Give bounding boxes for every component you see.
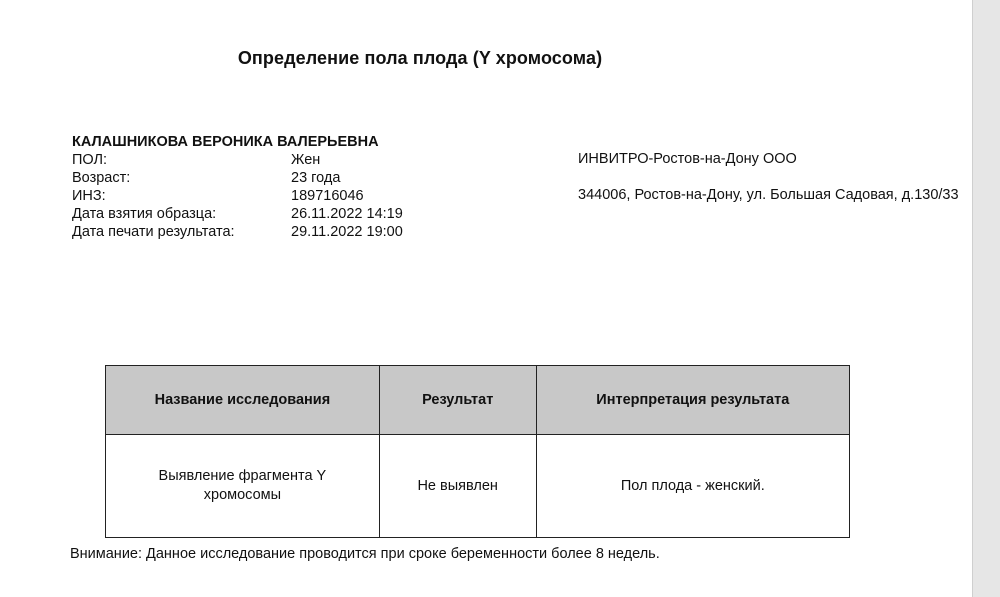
field-label: ИНЗ: <box>72 188 106 204</box>
patient-field-age <box>72 170 340 187</box>
test-name-text: Выявление фрагмента Y хромосомы <box>158 468 327 503</box>
patient-field-sex <box>72 152 320 169</box>
notice-text: Внимание: Данное исследование проводится при сроке беременности более 8 недель. <box>70 546 660 562</box>
column-header-test-name: Название исследования <box>106 366 380 435</box>
field-label: Дата печати результата: <box>72 224 235 240</box>
patient-name: КАЛАШНИКОВА ВЕРОНИКА ВАЛЕРЬЕВНА <box>72 134 379 150</box>
field-value: 29.11.2022 19:00 <box>291 224 403 240</box>
cell-interpretation: Пол плода - женский. <box>536 435 849 538</box>
document-title: Определение пола плода (Y хромосома) <box>237 48 603 68</box>
cell-test-name <box>106 435 380 538</box>
field-value: 23 года <box>291 170 341 186</box>
table-header-row <box>106 366 850 435</box>
table-row <box>106 435 850 538</box>
patient-field-inz <box>72 188 364 205</box>
field-value: 189716046 <box>291 188 364 204</box>
column-header-result: Результат <box>379 366 536 435</box>
field-value: 26.11.2022 14:19 <box>291 206 403 222</box>
organization-address: 344006, Ростов-на-Дону, ул. Большая Садовая, д.130/33 <box>578 187 959 203</box>
field-label: Дата взятия образца: <box>72 206 217 222</box>
field-label: ПОЛ: <box>72 152 108 168</box>
organization-name: ИНВИТРО-Ростов-на-Дону ООО <box>578 151 797 167</box>
field-label: Возраст: <box>72 170 131 186</box>
field-value: Жен <box>291 152 321 168</box>
patient-field-print-date <box>72 224 403 241</box>
column-header-interpretation: Интерпретация результата <box>536 366 849 435</box>
page-edge-divider <box>972 0 1000 597</box>
results-table <box>105 365 850 538</box>
cell-result: Не выявлен <box>379 435 536 538</box>
patient-field-sample-date <box>72 206 403 223</box>
